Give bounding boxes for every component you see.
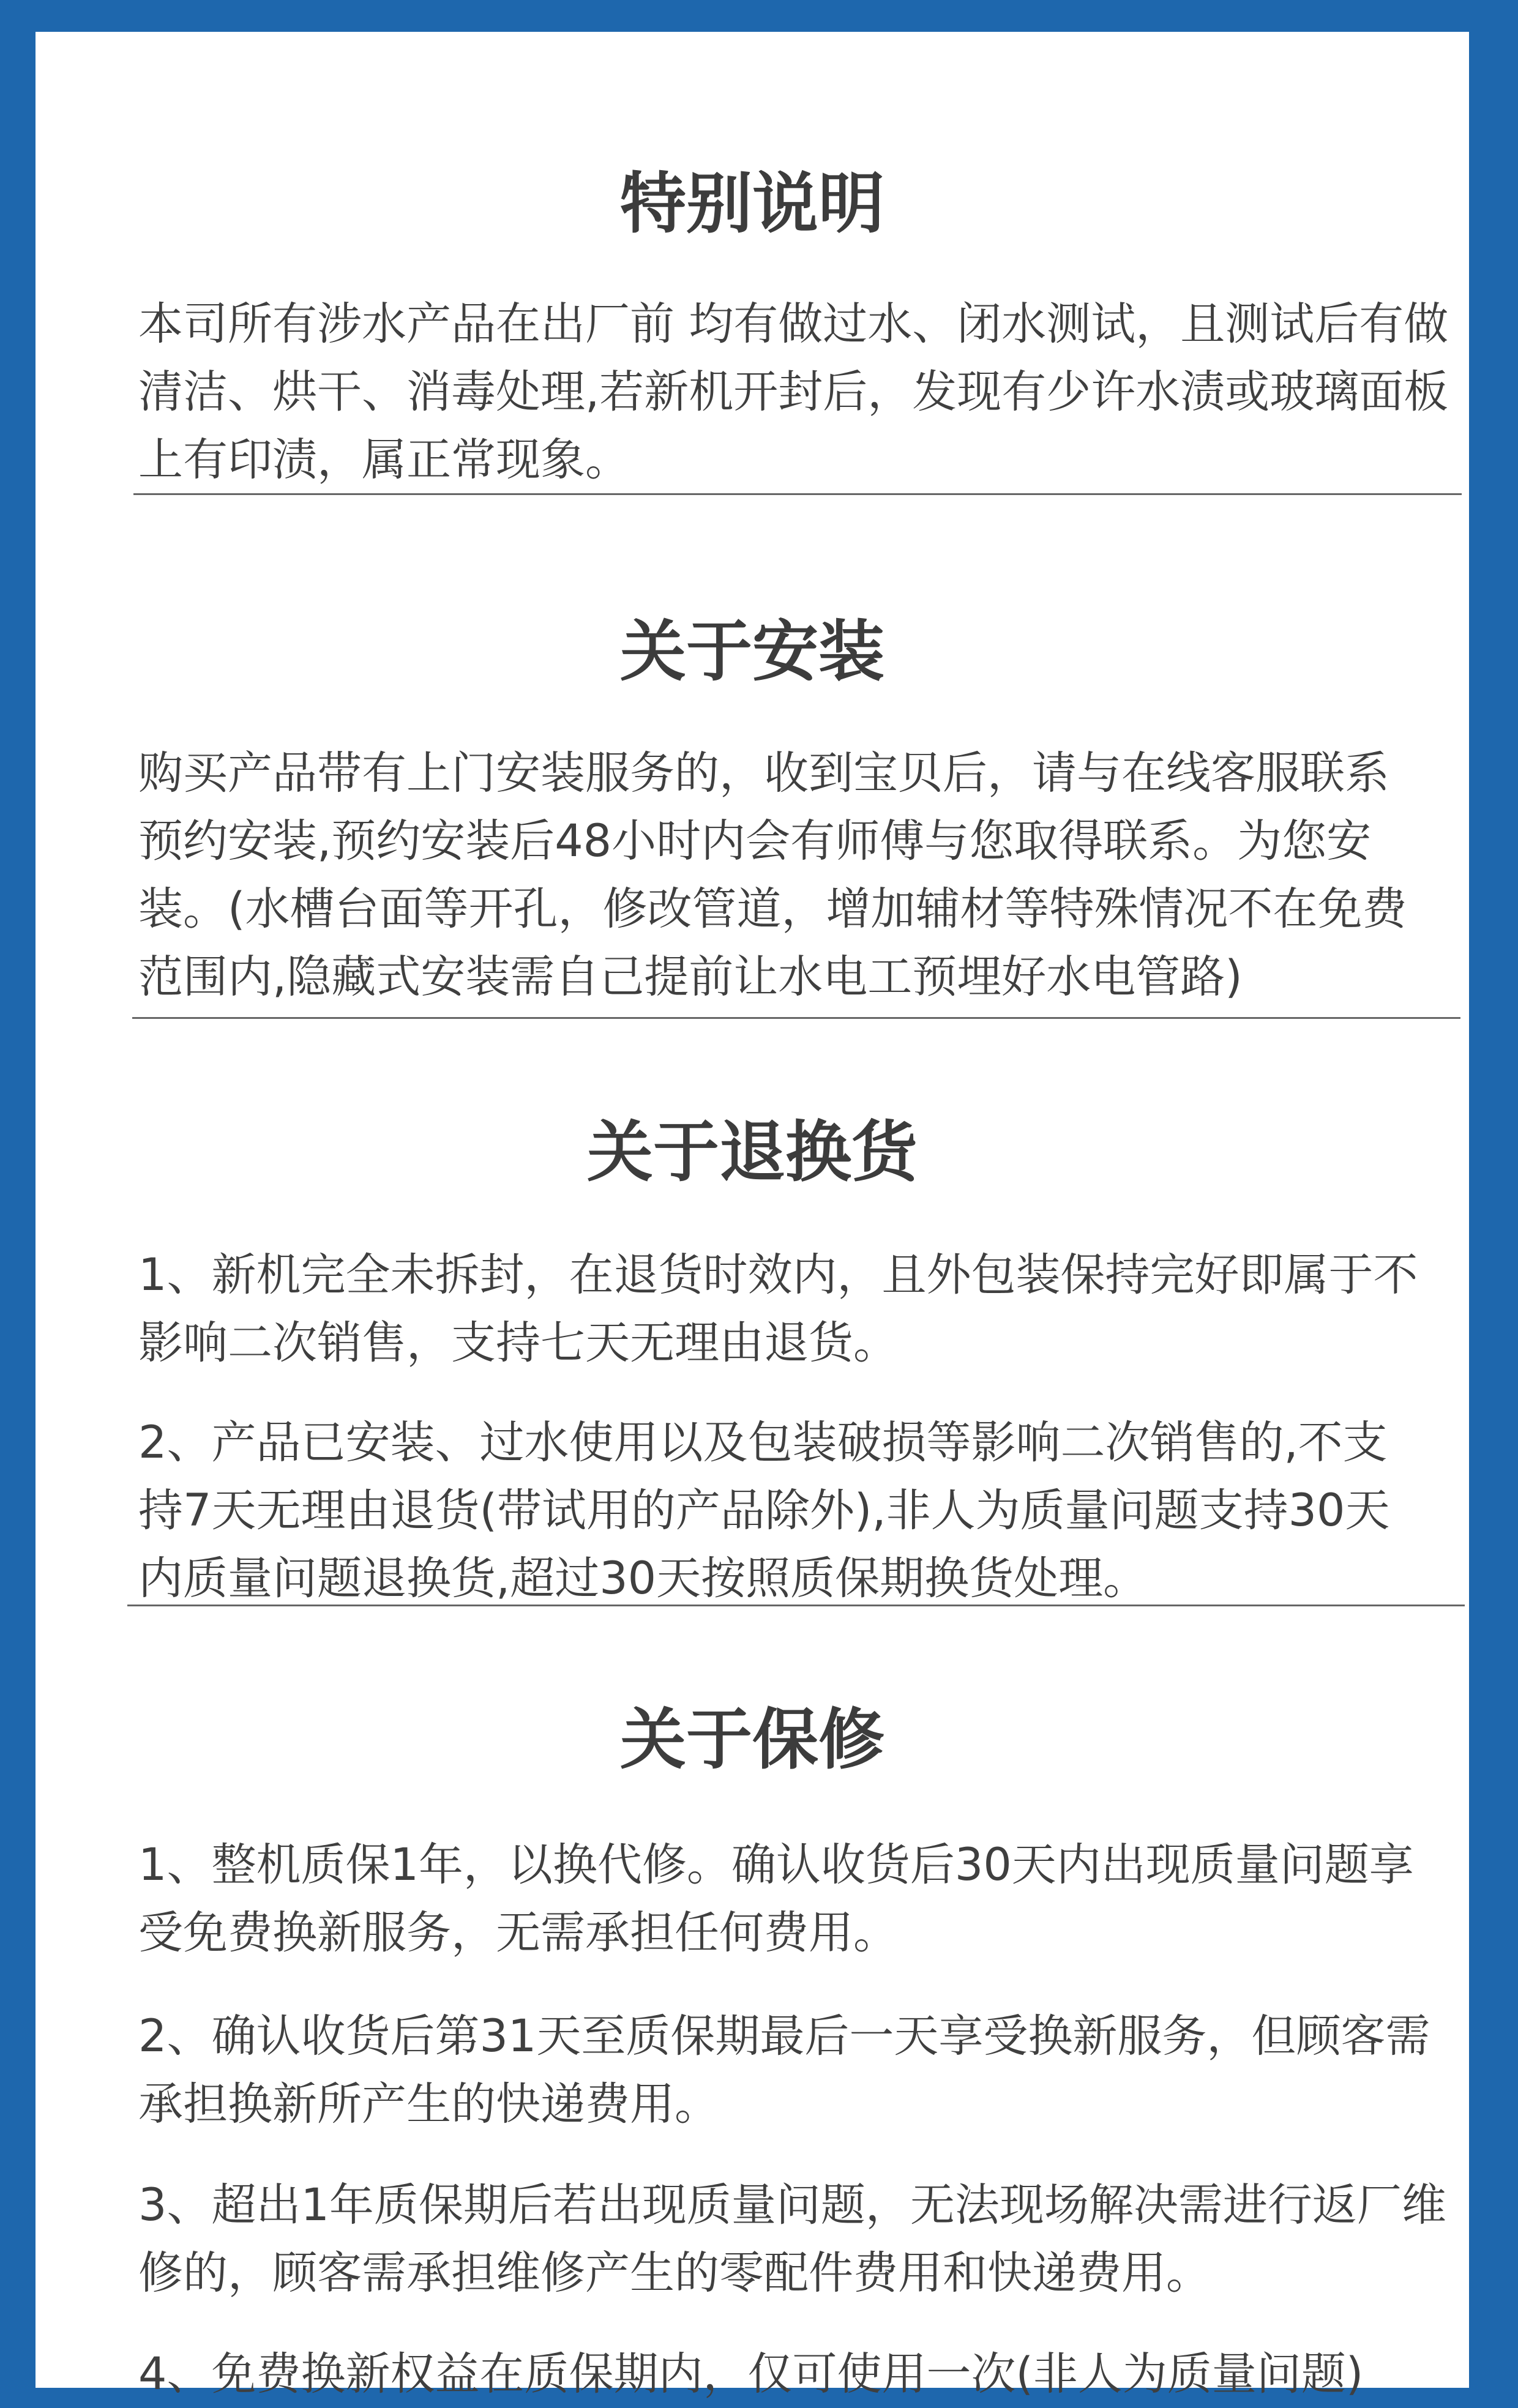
- section-title-installation: 关于安装: [619, 614, 884, 690]
- section-title-warranty: 关于保修: [619, 1702, 884, 1778]
- returns-item-2: 2、产品已安装、过水使用以及包装破损等影响二次销售的,不支持7天无理由退货(带试用的产品除外),非人为质量问题支持30天内质量问题退换货,超过30天按照质保期换货处理。: [138, 1417, 1390, 1605]
- section-title-returns: 关于退换货: [586, 1114, 918, 1191]
- installation-text: 购买产品带有上门安装服务的，收到宝贝后，请与在线客服联系预约安装,预约安装后48小时内会有师傅与您取得联系。为您安装。(水槽台面等开孔，修改管道，增加辅材等特殊情况不在免费范围内,隐藏式安装需自己提前让水电工预埋好水电管路): [138, 747, 1407, 1003]
- warranty-item-2: 2、确认收货后第31天至质保期最后一天享受换新服务，但顾客需承担换新所产生的快递费用。: [138, 2010, 1430, 2130]
- warranty-item-1: 1、整机质保1年，以换代修。确认收货后30天内出现质量问题享受免费换新服务，无需承担任何费用。: [138, 1839, 1414, 1959]
- returns-item-1: 1、新机完全未拆封，在退货时效内，且外包装保持完好即属于不影响二次销售，支持七天无理由退货。: [138, 1249, 1418, 1369]
- warranty-item-4: 4、免费换新权益在质保期内，仅可使用一次(非人为质量问题): [138, 2348, 1364, 2400]
- section-divider: [132, 1017, 1460, 1019]
- section-title-special-notice: 特别说明: [619, 166, 884, 242]
- section-divider: [133, 493, 1462, 495]
- content-panel: [36, 32, 1469, 2400]
- warranty-item-3: 3、超出1年质保期后若出现质量问题，无法现场解决需进行返厂维修的，顾客需承担维修产生的零配件费用和快递费用。: [138, 2179, 1446, 2299]
- section-divider: [127, 1605, 1465, 1606]
- special-notice-text: 本司所有涉水产品在出厂前 均有做过水、闭水测试，且测试后有做清洁、烘干、消毒处理,若新机开封后，发现有少许水渍或玻璃面板上有印渍，属正常现象。: [138, 298, 1449, 486]
